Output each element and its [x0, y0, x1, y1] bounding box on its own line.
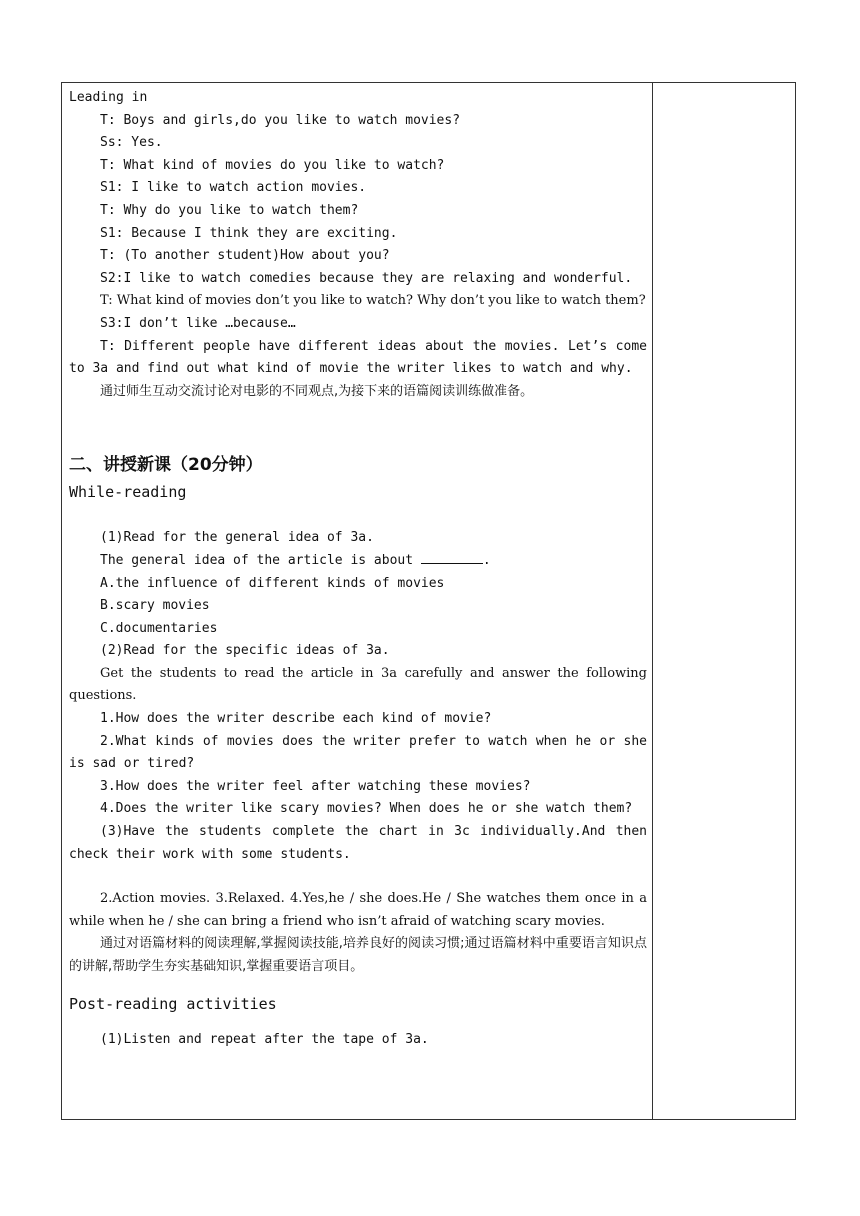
task-item: (1)Listen and repeat after the tape of 3a. [100, 1031, 429, 1047]
lesson-plan-table [61, 82, 796, 1120]
dialogue-line: T: What kind of movies do you like to watch? [100, 157, 445, 173]
option-b: B.scary movies [100, 598, 210, 614]
dialogue-line: S1: I like to watch action movies. [100, 180, 367, 196]
dialogue-line: T: (To another student)How about you? [100, 248, 390, 264]
dialogue-line: Ss: Yes. [100, 135, 163, 151]
post-reading-title: Post-reading activities [69, 994, 277, 1013]
section-heading: 二、讲授新课（20分钟） [69, 455, 263, 476]
option-a: A.the influence of different kinds of movies [100, 575, 445, 591]
answer-blank [421, 551, 483, 564]
leading-in-title: Leading in [69, 90, 148, 105]
reading-note: 通过对语篇材料的阅读理解,掌握阅读技能,培养良好的阅读习惯;通过语篇材料中重要语言知识点的讲解,帮助学生夯实基础知识,掌握重要语言项目。 [69, 936, 647, 974]
question-item: 1.How does the writer describe each kind of movie? [100, 711, 492, 727]
task-item: (3)Have the students complete the chart in 3c individually.And then check their work with some students. [69, 824, 647, 862]
task-item: (1)Read for the general idea of 3a. [100, 530, 374, 546]
lesson-content [69, 87, 647, 1051]
dialogue-line: T: Why do you like to watch them? [100, 202, 359, 218]
dialogue-line: S2:I like to watch comedies because they are relaxing and wonderful. [100, 270, 633, 286]
dialogue-line: T: Different people have different ideas about the movies. Let’s come to 3a and find out what kind of movie the writer likes to watch and why. [69, 338, 647, 377]
dialogue-line: S3:I don’t like …because… [100, 315, 296, 331]
option-c: C.documentaries [100, 620, 218, 636]
dialogue-line: T: What kind of movies don’t you like to watch? Why don’t you like to watch them? [100, 293, 646, 309]
dialogue-line: T: Boys and girls,do you like to watch movies? [100, 112, 461, 128]
question-item: 3.How does the writer feel after watching these movies? [100, 778, 531, 794]
question-item: 4.Does the writer like scary movies? When does he or she watch them? [100, 801, 633, 817]
answer-key: 2.Action movies. 3.Relaxed. 4.Yes,he / she does.He / She watches them once in a while when he / she can bring a friend who isn’t afraid of watching scary movies. [69, 891, 647, 929]
question-line [69, 550, 647, 573]
task-item: (2)Read for the specific ideas of 3a. [100, 643, 390, 659]
leading-in-note: 通过师生互动交流讨论对电影的不同观点,为接下来的语篇阅读训练做准备。 [100, 383, 534, 399]
column-divider [652, 83, 653, 1119]
instruction-text: Get the students to read the article in 3a carefully and answer the following questions. [69, 665, 647, 704]
question-end: . [482, 552, 491, 568]
question-text: The general idea of the article is about [100, 552, 414, 568]
dialogue-line: S1: Because I think they are exciting. [100, 225, 398, 241]
question-item: 2.What kinds of movies does the writer prefer to watch when he or she is sad or tired? [69, 733, 647, 772]
while-reading-title: While-reading [69, 483, 187, 502]
